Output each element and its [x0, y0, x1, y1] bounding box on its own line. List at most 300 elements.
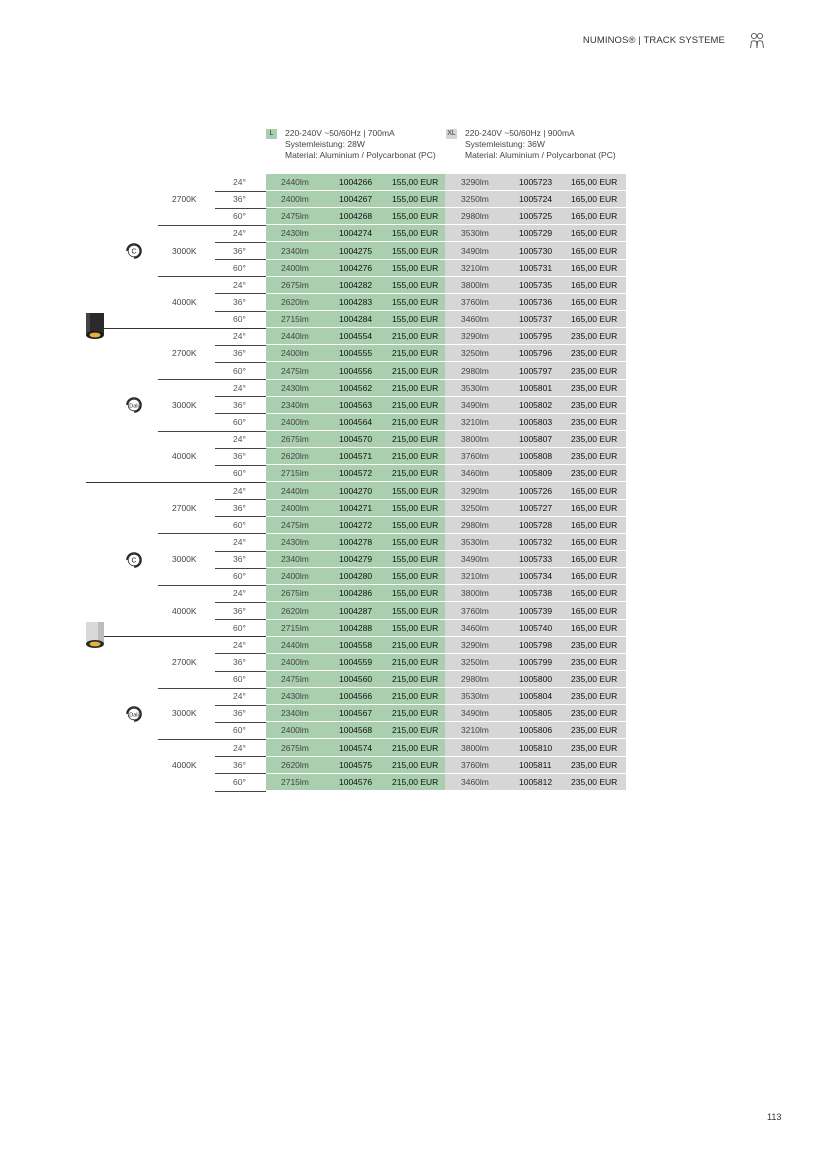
- price-xl: 165,00 EUR: [571, 262, 618, 273]
- price-l: 215,00 EUR: [392, 434, 439, 445]
- variant-voltage: 220-240V ~50/60Hz | 700mA: [285, 128, 395, 138]
- price-xl: 235,00 EUR: [571, 365, 618, 376]
- lumen-l: 2340lm: [281, 708, 309, 719]
- beam-angle: 24°: [233, 742, 246, 753]
- price-l: 155,00 EUR: [392, 177, 439, 187]
- beam-angle: 24°: [233, 691, 246, 702]
- article-number-xl: 1005739: [519, 605, 553, 616]
- table-row: [215, 208, 626, 225]
- article-number-xl: 1005733: [519, 554, 553, 565]
- price-l: 155,00 EUR: [392, 502, 439, 513]
- article-number-xl: 1005726: [519, 485, 553, 496]
- variant-power: Systemleistung: 28W: [285, 139, 365, 149]
- table-row: [215, 585, 626, 602]
- table-row: [215, 722, 626, 739]
- price-xl: 235,00 EUR: [571, 331, 618, 342]
- article-number-l: 1004268: [339, 211, 373, 222]
- article-number-xl: 1005735: [519, 279, 553, 290]
- lumen-l: 2400lm: [281, 348, 309, 359]
- price-xl: 165,00 EUR: [571, 536, 618, 547]
- beam-angle: 60°: [233, 416, 246, 427]
- variant-power: Systemleistung: 36W: [465, 139, 545, 149]
- beam-angle: 36°: [233, 296, 246, 307]
- lumen-xl: 3210lm: [461, 725, 489, 736]
- lumen-l: 2675lm: [281, 279, 309, 290]
- price-l: 155,00 EUR: [392, 485, 439, 496]
- article-number-xl: 1005802: [519, 399, 553, 410]
- temperature-divider: [158, 276, 266, 277]
- price-xl: 165,00 EUR: [571, 314, 618, 325]
- article-number-l: 1004283: [339, 296, 373, 307]
- article-number-xl: 1005812: [519, 776, 553, 787]
- article-number-l: 1004278: [339, 536, 373, 547]
- table-row: [215, 225, 626, 242]
- article-number-l: 1004567: [339, 708, 373, 719]
- price-l: 215,00 EUR: [392, 708, 439, 719]
- beam-angle: 60°: [233, 211, 246, 222]
- lumen-xl: 3290lm: [461, 331, 489, 342]
- price-l: 155,00 EUR: [392, 536, 439, 547]
- lumen-l: 2620lm: [281, 451, 309, 462]
- article-number-xl: 1005801: [519, 382, 553, 393]
- lumen-xl: 3460lm: [461, 468, 489, 479]
- beam-angle: 60°: [233, 314, 246, 325]
- lumen-l: 2400lm: [281, 416, 309, 427]
- article-number-xl: 1005799: [519, 656, 553, 667]
- lumen-l: 2620lm: [281, 605, 309, 616]
- price-l: 215,00 EUR: [392, 451, 439, 462]
- lumen-l: 2715lm: [281, 314, 309, 325]
- price-xl: 165,00 EUR: [571, 605, 618, 616]
- beam-angle: 36°: [233, 554, 246, 565]
- price-l: 215,00 EUR: [392, 416, 439, 427]
- lumen-xl: 3290lm: [461, 485, 489, 496]
- lumen-l: 2440lm: [281, 639, 309, 650]
- beam-angle: 60°: [233, 365, 246, 376]
- price-l: 155,00 EUR: [392, 588, 439, 599]
- table-row: [215, 500, 626, 517]
- beam-angle: 36°: [233, 708, 246, 719]
- article-number-l: 1004564: [339, 416, 373, 427]
- table-row: [215, 294, 626, 311]
- color-temperature: 2700K: [172, 656, 197, 667]
- article-number-xl: 1005731: [519, 262, 553, 273]
- lumen-xl: 2980lm: [461, 211, 489, 222]
- price-xl: 165,00 EUR: [571, 571, 618, 582]
- variant-material: Material: Aluminium / Polycarbonat (PC): [465, 150, 616, 160]
- price-xl: 235,00 EUR: [571, 434, 618, 445]
- group-divider: [86, 482, 266, 483]
- article-number-l: 1004558: [339, 639, 373, 650]
- article-number-xl: 1005724: [519, 194, 553, 205]
- lumen-xl: 3290lm: [461, 177, 489, 187]
- price-l: 155,00 EUR: [392, 211, 439, 222]
- lumen-l: 2475lm: [281, 674, 309, 685]
- table-row: [215, 534, 626, 551]
- table-row: [215, 705, 626, 722]
- lumen-l: 2440lm: [281, 331, 309, 342]
- price-xl: 165,00 EUR: [571, 228, 618, 239]
- article-number-l: 1004572: [339, 468, 373, 479]
- table-row: [215, 363, 626, 380]
- beam-angle: 24°: [233, 485, 246, 496]
- article-number-xl: 1005808: [519, 451, 553, 462]
- beam-angle: 36°: [233, 759, 246, 770]
- variant-badge: XL: [447, 130, 456, 137]
- table-row: [215, 277, 626, 294]
- article-number-l: 1004279: [339, 554, 373, 565]
- lumen-xl: 3530lm: [461, 691, 489, 702]
- article-number-l: 1004266: [339, 177, 373, 187]
- price-xl: 235,00 EUR: [571, 451, 618, 462]
- temperature-divider: [158, 688, 266, 689]
- price-xl: 165,00 EUR: [571, 177, 618, 187]
- lumen-xl: 3530lm: [461, 228, 489, 239]
- price-xl: 165,00 EUR: [571, 194, 618, 205]
- article-number-xl: 1005810: [519, 742, 553, 753]
- price-xl: 235,00 EUR: [571, 639, 618, 650]
- table-row: [215, 740, 626, 757]
- article-number-xl: 1005805: [519, 708, 553, 719]
- price-l: 215,00 EUR: [392, 639, 439, 650]
- beam-angle: 60°: [233, 262, 246, 273]
- temperature-divider: [158, 379, 266, 380]
- lumen-xl: 2980lm: [461, 365, 489, 376]
- lamp-white-icon: [85, 622, 105, 650]
- lumen-xl: 3760lm: [461, 605, 489, 616]
- group-divider: [96, 328, 266, 329]
- article-number-xl: 1005806: [519, 725, 553, 736]
- article-number-xl: 1005809: [519, 468, 553, 479]
- lumen-xl: 3760lm: [461, 451, 489, 462]
- beam-angle: 60°: [233, 519, 246, 530]
- article-number-l: 1004568: [339, 725, 373, 736]
- article-number-l: 1004287: [339, 605, 373, 616]
- beam-angle: 24°: [233, 382, 246, 393]
- beam-angle: 24°: [233, 536, 246, 547]
- article-number-l: 1004280: [339, 571, 373, 582]
- lumen-xl: 3250lm: [461, 194, 489, 205]
- article-number-xl: 1005737: [519, 314, 553, 325]
- price-xl: 235,00 EUR: [571, 416, 618, 427]
- beam-angle: 60°: [233, 468, 246, 479]
- article-number-xl: 1005725: [519, 211, 553, 222]
- temperature-divider: [158, 225, 266, 226]
- color-temperature: 3000K: [172, 554, 197, 565]
- lumen-l: 2400lm: [281, 194, 309, 205]
- lumen-xl: 3490lm: [461, 399, 489, 410]
- article-number-xl: 1005732: [519, 536, 553, 547]
- temperature-divider: [158, 739, 266, 740]
- color-temperature: 2700K: [172, 502, 197, 513]
- lumen-l: 2620lm: [281, 296, 309, 307]
- lumen-xl: 3800lm: [461, 434, 489, 445]
- price-xl: 165,00 EUR: [571, 245, 618, 256]
- lumen-l: 2675lm: [281, 742, 309, 753]
- price-l: 155,00 EUR: [392, 605, 439, 616]
- price-xl: 235,00 EUR: [571, 674, 618, 685]
- price-xl: 235,00 EUR: [571, 708, 618, 719]
- lumen-xl: 3460lm: [461, 314, 489, 325]
- control-label: C: [131, 248, 137, 256]
- price-l: 215,00 EUR: [392, 725, 439, 736]
- price-l: 155,00 EUR: [392, 245, 439, 256]
- lumen-xl: 3530lm: [461, 536, 489, 547]
- color-temperature: 4000K: [172, 451, 197, 462]
- article-number-xl: 1005807: [519, 434, 553, 445]
- lumen-l: 2340lm: [281, 554, 309, 565]
- article-number-l: 1004560: [339, 674, 373, 685]
- price-xl: 235,00 EUR: [571, 691, 618, 702]
- lumen-l: 2400lm: [281, 571, 309, 582]
- beam-angle: 36°: [233, 605, 246, 616]
- table-row: [215, 414, 626, 431]
- article-number-l: 1004556: [339, 365, 373, 376]
- color-temperature: 3000K: [172, 708, 197, 719]
- people-icon: [748, 32, 766, 50]
- beam-angle: 24°: [233, 434, 246, 445]
- lumen-l: 2440lm: [281, 485, 309, 496]
- lumen-xl: 3210lm: [461, 571, 489, 582]
- price-l: 215,00 EUR: [392, 674, 439, 685]
- lumen-l: 2400lm: [281, 656, 309, 667]
- price-xl: 235,00 EUR: [571, 399, 618, 410]
- article-number-l: 1004286: [339, 588, 373, 599]
- lumen-xl: 3760lm: [461, 759, 489, 770]
- price-xl: 235,00 EUR: [571, 725, 618, 736]
- price-xl: 235,00 EUR: [571, 776, 618, 787]
- price-xl: 165,00 EUR: [571, 502, 618, 513]
- article-number-l: 1004270: [339, 485, 373, 496]
- article-number-xl: 1005728: [519, 519, 553, 530]
- article-number-xl: 1005796: [519, 348, 553, 359]
- lamp-black-icon: [85, 313, 105, 341]
- lumen-l: 2430lm: [281, 691, 309, 702]
- table-row: [215, 345, 626, 362]
- table-row: [215, 637, 626, 654]
- lumen-xl: 3530lm: [461, 382, 489, 393]
- price-l: 155,00 EUR: [392, 279, 439, 290]
- table-row: [215, 551, 626, 568]
- lumen-l: 2430lm: [281, 228, 309, 239]
- article-number-l: 1004575: [339, 759, 373, 770]
- price-l: 215,00 EUR: [392, 776, 439, 787]
- lumen-xl: 3210lm: [461, 416, 489, 427]
- price-l: 155,00 EUR: [392, 296, 439, 307]
- article-number-l: 1004274: [339, 228, 373, 239]
- price-xl: 165,00 EUR: [571, 485, 618, 496]
- table-row: [215, 620, 626, 637]
- lumen-l: 2340lm: [281, 399, 309, 410]
- article-number-xl: 1005797: [519, 365, 553, 376]
- article-number-l: 1004555: [339, 348, 373, 359]
- lumen-l: 2430lm: [281, 382, 309, 393]
- article-number-l: 1004566: [339, 691, 373, 702]
- article-number-xl: 1005804: [519, 691, 553, 702]
- angle-divider: [215, 791, 266, 792]
- price-l: 155,00 EUR: [392, 194, 439, 205]
- price-l: 215,00 EUR: [392, 365, 439, 376]
- beam-angle: 60°: [233, 674, 246, 685]
- article-number-l: 1004276: [339, 262, 373, 273]
- article-number-l: 1004554: [339, 331, 373, 342]
- lumen-xl: 2980lm: [461, 674, 489, 685]
- dali-icon: [124, 704, 144, 724]
- color-temperature: 2700K: [172, 194, 197, 205]
- article-number-l: 1004288: [339, 622, 373, 633]
- beam-angle: 24°: [233, 279, 246, 290]
- lumen-l: 2340lm: [281, 245, 309, 256]
- beam-angle: 24°: [233, 228, 246, 239]
- article-number-xl: 1005795: [519, 331, 553, 342]
- beam-angle: 60°: [233, 776, 246, 787]
- price-xl: 165,00 EUR: [571, 588, 618, 599]
- beam-angle: 36°: [233, 348, 246, 359]
- lumen-l: 2715lm: [281, 468, 309, 479]
- lumen-l: 2430lm: [281, 536, 309, 547]
- variant-voltage: 220-240V ~50/60Hz | 900mA: [465, 128, 575, 138]
- lumen-l: 2715lm: [281, 622, 309, 633]
- price-xl: 165,00 EUR: [571, 279, 618, 290]
- table-row: [215, 757, 626, 774]
- lumen-xl: 3490lm: [461, 708, 489, 719]
- color-temperature: 3000K: [172, 245, 197, 256]
- lumen-l: 2400lm: [281, 502, 309, 513]
- price-l: 215,00 EUR: [392, 468, 439, 479]
- table-row: [215, 174, 626, 191]
- lumen-xl: 3460lm: [461, 622, 489, 633]
- article-number-l: 1004574: [339, 742, 373, 753]
- dali-icon: [124, 395, 144, 415]
- lumen-xl: 3490lm: [461, 554, 489, 565]
- lumen-l: 2475lm: [281, 519, 309, 530]
- beam-angle: 36°: [233, 451, 246, 462]
- table-row: [215, 517, 626, 534]
- lumen-l: 2475lm: [281, 365, 309, 376]
- price-xl: 235,00 EUR: [571, 468, 618, 479]
- price-xl: 235,00 EUR: [571, 348, 618, 359]
- table-row: [215, 603, 626, 620]
- price-l: 155,00 EUR: [392, 314, 439, 325]
- article-number-xl: 1005740: [519, 622, 553, 633]
- beam-angle: 36°: [233, 399, 246, 410]
- beam-angle: 24°: [233, 588, 246, 599]
- price-l: 215,00 EUR: [392, 691, 439, 702]
- article-number-l: 1004559: [339, 656, 373, 667]
- lumen-l: 2675lm: [281, 588, 309, 599]
- page-title: NUMINOS® | TRACK SYSTEME: [582, 35, 725, 46]
- price-xl: 165,00 EUR: [571, 296, 618, 307]
- price-xl: 165,00 EUR: [571, 211, 618, 222]
- phase-dimming-icon: [124, 550, 144, 570]
- table-row: [215, 243, 626, 260]
- lumen-xl: 3460lm: [461, 776, 489, 787]
- table-row: [215, 328, 626, 345]
- lumen-xl: 3250lm: [461, 656, 489, 667]
- price-l: 155,00 EUR: [392, 519, 439, 530]
- lumen-xl: 3800lm: [461, 588, 489, 599]
- price-xl: 235,00 EUR: [571, 656, 618, 667]
- table-row: [215, 465, 626, 482]
- price-l: 155,00 EUR: [392, 262, 439, 273]
- price-l: 215,00 EUR: [392, 742, 439, 753]
- lumen-xl: 3800lm: [461, 279, 489, 290]
- table-row: [215, 380, 626, 397]
- table-row: [215, 774, 626, 791]
- lumen-l: 2440lm: [281, 177, 309, 187]
- lumen-l: 2400lm: [281, 262, 309, 273]
- beam-angle: 36°: [233, 656, 246, 667]
- table-row: [215, 311, 626, 328]
- article-number-l: 1004275: [339, 245, 373, 256]
- beam-angle: 36°: [233, 502, 246, 513]
- price-xl: 235,00 EUR: [571, 382, 618, 393]
- price-l: 215,00 EUR: [392, 331, 439, 342]
- temperature-divider: [158, 585, 266, 586]
- table-row: [215, 260, 626, 277]
- page-number: 113: [767, 1112, 782, 1122]
- article-number-xl: 1005727: [519, 502, 553, 513]
- article-number-xl: 1005729: [519, 228, 553, 239]
- price-xl: 165,00 EUR: [571, 554, 618, 565]
- table-row: [215, 431, 626, 448]
- price-l: 155,00 EUR: [392, 228, 439, 239]
- table-row: [215, 448, 626, 465]
- article-number-l: 1004576: [339, 776, 373, 787]
- article-number-xl: 1005738: [519, 588, 553, 599]
- table-row: [215, 671, 626, 688]
- price-l: 155,00 EUR: [392, 622, 439, 633]
- price-xl: 235,00 EUR: [571, 742, 618, 753]
- lumen-l: 2675lm: [281, 434, 309, 445]
- lumen-l: 2400lm: [281, 725, 309, 736]
- control-label: C: [131, 557, 137, 565]
- article-number-xl: 1005803: [519, 416, 553, 427]
- variant-badge: L: [266, 129, 277, 139]
- color-temperature: 4000K: [172, 605, 197, 616]
- price-xl: 235,00 EUR: [571, 759, 618, 770]
- article-number-xl: 1005800: [519, 674, 553, 685]
- lumen-l: 2475lm: [281, 211, 309, 222]
- table-row: [215, 191, 626, 208]
- table-row: [215, 568, 626, 585]
- price-l: 215,00 EUR: [392, 399, 439, 410]
- price-l: 215,00 EUR: [392, 348, 439, 359]
- lumen-xl: 3490lm: [461, 245, 489, 256]
- lumen-xl: 3290lm: [461, 639, 489, 650]
- lumen-xl: 3800lm: [461, 742, 489, 753]
- article-number-xl: 1005811: [519, 759, 552, 770]
- article-number-xl: 1005730: [519, 245, 553, 256]
- price-l: 215,00 EUR: [392, 382, 439, 393]
- article-number-l: 1004271: [339, 502, 373, 513]
- article-number-xl: 1005734: [519, 571, 553, 582]
- price-l: 155,00 EUR: [392, 571, 439, 582]
- color-temperature: 4000K: [172, 759, 197, 770]
- article-number-xl: 1005736: [519, 296, 553, 307]
- beam-angle: 24°: [233, 177, 246, 187]
- beam-angle: 60°: [233, 571, 246, 582]
- price-xl: 165,00 EUR: [571, 622, 618, 633]
- color-temperature: 3000K: [172, 399, 197, 410]
- article-number-xl: 1005798: [519, 639, 553, 650]
- table-row: [215, 654, 626, 671]
- price-l: 155,00 EUR: [392, 554, 439, 565]
- article-number-l: 1004282: [339, 279, 373, 290]
- article-number-l: 1004571: [339, 451, 373, 462]
- article-number-l: 1004267: [339, 194, 373, 205]
- price-l: 215,00 EUR: [392, 759, 439, 770]
